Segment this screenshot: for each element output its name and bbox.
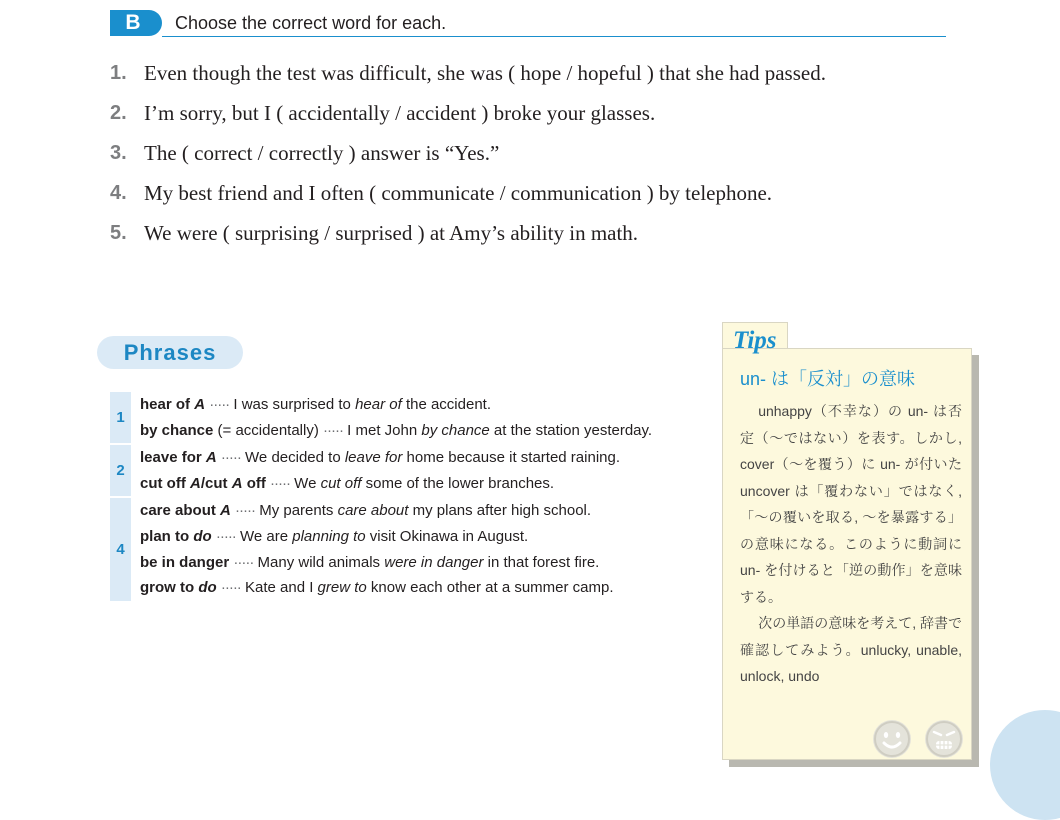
phrase-example-highlight: planning to — [292, 527, 366, 545]
question-item — [110, 178, 950, 209]
phrase-line — [140, 524, 614, 550]
question-item — [110, 58, 950, 89]
phrase-keyword: be in danger — [140, 553, 230, 571]
question-text: We were ( surprising / surprised ) at Amy’s ability in math. — [144, 221, 639, 245]
phrase-line — [140, 471, 620, 497]
tips-paragraph: unhappy（不幸な）の un- は否定（〜ではない）を表す。しかし, cover（〜を覆う）に un- が付いた uncover は「覆わない」ではなく,「〜の覆いを取る, 〜を暴露する」の意味になる。このように動詞に un- を付けると「逆の動作」を意味する。 — [740, 403, 962, 605]
question-number: 1. — [110, 62, 127, 84]
decorative-corner-arc — [990, 710, 1060, 820]
phrase-keyword: cut off A/cut A off — [140, 474, 266, 492]
phrase-group-number: 2 — [110, 445, 131, 496]
phrase-keyword: hear of A — [140, 396, 206, 413]
tips-paragraph: 次の単語の意味を考えて, 辞書で確認してみよう。unlucky, unable, unlock, undo — [740, 615, 962, 684]
question-text: My best friend and I often ( communicate / communication ) by telephone. — [144, 181, 773, 205]
phrase-group — [110, 445, 720, 496]
phrase-keyword-note: (= accidentally) — [213, 421, 319, 439]
phrase-example-highlight: care about — [337, 502, 409, 520]
phrase-example: at the station yesterday. — [489, 421, 653, 439]
phrase-example: the accident. — [401, 396, 492, 413]
phrase-dots: ····· — [270, 474, 291, 492]
phrase-example: in that forest fire. — [483, 553, 600, 571]
phrases-table — [110, 392, 720, 603]
tips-body — [740, 398, 962, 690]
phrase-dots: ····· — [209, 396, 230, 413]
phrase-dots: ····· — [220, 449, 241, 467]
question-text: The ( correct / correctly ) answer is “Yes.” — [144, 141, 500, 165]
phrase-example: Kate and I — [240, 579, 318, 597]
section-b-header — [110, 8, 946, 38]
phrase-line — [140, 498, 614, 524]
phrase-keyword: grow to do — [140, 579, 217, 597]
phrase-example: I was surprised to — [229, 396, 356, 413]
phrase-line — [140, 418, 652, 444]
phrase-group-number: 1 — [110, 392, 131, 443]
phrase-example-highlight: leave for — [344, 449, 403, 467]
phrase-example: Many wild animals — [253, 553, 385, 571]
question-number: 2. — [110, 102, 127, 124]
phrase-keyword: by chance — [140, 421, 214, 439]
phrase-keyword: plan to do — [140, 527, 212, 545]
phrase-group-number: 4 — [110, 498, 131, 600]
phrase-example: home because it started raining. — [402, 449, 620, 467]
phrase-dots: ····· — [235, 502, 256, 520]
phrase-example-highlight: grew to — [317, 579, 367, 597]
phrase-dots: ····· — [233, 553, 254, 571]
phrase-example: I met John — [343, 421, 422, 439]
phrases-heading-pill — [97, 336, 243, 369]
question-item — [110, 138, 950, 169]
frowning-face-icon — [925, 720, 963, 758]
question-item — [110, 218, 950, 249]
phrase-example-highlight: by chance — [421, 421, 490, 439]
phrase-example: My parents — [255, 502, 338, 520]
question-number: 3. — [110, 142, 127, 164]
phrase-dots: ····· — [215, 527, 236, 545]
phrase-example-highlight: were in danger — [384, 553, 484, 571]
phrase-keyword: care about A — [140, 502, 231, 520]
smiley-face-icon — [873, 720, 911, 758]
phrase-example-highlight: cut off — [320, 474, 362, 492]
question-number: 4. — [110, 182, 127, 204]
phrase-example: my plans after high school. — [408, 502, 592, 520]
phrase-example: some of the lower branches. — [361, 474, 555, 492]
phrase-group — [110, 498, 720, 600]
question-number: 5. — [110, 222, 127, 244]
question-list — [110, 58, 950, 258]
tips-heading: un- は「反対」の意味 — [740, 369, 916, 389]
phrases-title: Phrases — [123, 340, 217, 365]
phrase-line — [140, 575, 614, 601]
tips-label: Tips — [733, 327, 777, 354]
phrase-line — [140, 445, 620, 471]
phrase-example-highlight: hear of — [355, 396, 402, 413]
question-text: Even though the test was difficult, she was ( hope / hopeful ) that she had passed. — [144, 61, 826, 85]
question-item — [110, 98, 950, 129]
phrase-example: know each other at a summer camp. — [366, 579, 614, 597]
phrase-example: visit Okinawa in August. — [365, 527, 529, 545]
phrase-dots: ····· — [220, 579, 241, 597]
phrase-group — [110, 392, 720, 443]
phrase-dots: ····· — [323, 421, 343, 439]
phrase-line — [140, 392, 652, 418]
section-instruction: Choose the correct word for each. — [175, 13, 447, 33]
phrase-keyword: leave for A — [140, 449, 217, 467]
section-divider — [162, 36, 946, 37]
question-text: I’m sorry, but I ( accidentally / accident ) broke your glasses. — [144, 101, 656, 125]
phrase-line — [140, 550, 614, 576]
phrase-example: We are — [235, 527, 293, 545]
phrase-example: We — [290, 474, 321, 492]
section-badge: B — [110, 10, 162, 36]
phrase-example: We decided to — [240, 449, 345, 467]
